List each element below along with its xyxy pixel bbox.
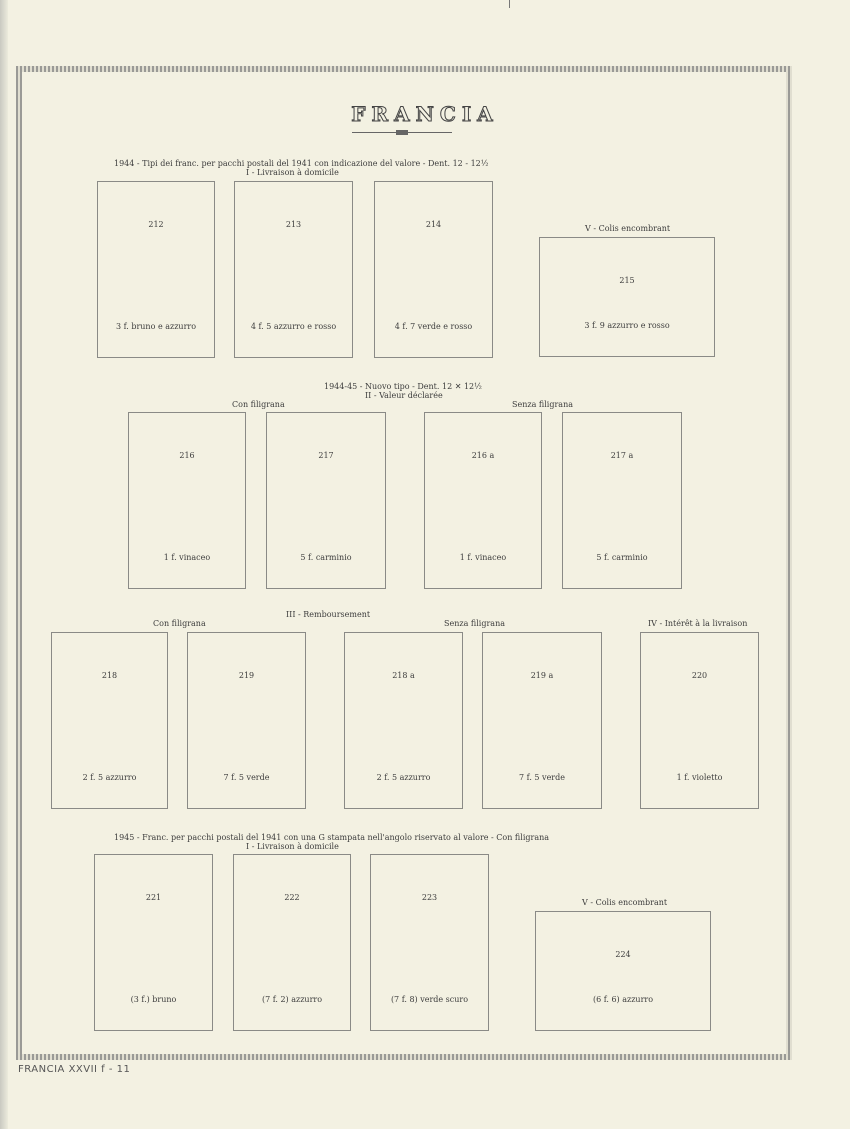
catalogue-number: 212 <box>148 220 164 229</box>
stamp-description: 2 f. 5 azzurro <box>376 773 431 782</box>
stamp-space <box>234 181 353 358</box>
section1-heading: 1944 - Tipi dei franc. per pacchi postali del 1941 con indicazione del valore - Dent. 12 - 12½ <box>114 159 489 168</box>
stamp-description: 1 f. violetto <box>676 773 723 782</box>
section1-subheading: I - Livraison à domicile <box>246 168 339 177</box>
stamp-description: 5 f. carminio <box>300 553 352 562</box>
stamp-space <box>128 412 246 589</box>
catalogue-number: 220 <box>691 671 708 680</box>
stamp-space <box>344 632 463 809</box>
catalogue-number: 217 a <box>610 451 634 460</box>
catalogue-number: 223 <box>421 893 438 902</box>
catalogue-number: 217 <box>318 451 334 460</box>
label-interet-livraison: IV - Intérêt à la livraison <box>648 619 748 628</box>
page-footer: FRANCIA XXVII f - 11 <box>18 1064 131 1075</box>
catalogue-number: 219 <box>238 671 255 680</box>
catalogue-number: 222 <box>284 893 300 902</box>
catalogue-number: 213 <box>285 220 302 229</box>
stamp-description: 1 f. vinaceo <box>459 553 507 562</box>
label-senza-filigrana: Senza filigrana <box>512 400 573 409</box>
page-title: FRANCIA <box>351 102 499 126</box>
stamp-description: 1 f. vinaceo <box>163 553 211 562</box>
catalogue-number: 214 <box>425 220 442 229</box>
section2-subheading: II - Valeur déclarée <box>365 391 443 400</box>
catalogue-number: 221 <box>145 893 162 902</box>
stamp-description: 2 f. 5 azzurro <box>82 773 137 782</box>
stamp-space <box>51 632 168 809</box>
catalogue-number: 216 <box>179 451 195 460</box>
stamp-description: (7 f. 2) azzurro <box>261 995 323 1004</box>
catalogue-number: 219 a <box>530 671 554 680</box>
stamp-description: 7 f. 5 verde <box>519 773 565 782</box>
section4-heading: 1945 - Franc. per pacchi postali del 1941 con una G stampata nell'angolo riservato al valore - Con filigrana <box>114 833 550 842</box>
catalogue-number: 218 <box>101 671 118 680</box>
section3-heading: III - Remboursement <box>286 610 371 619</box>
section2-heading: 1944-45 - Nuovo tipo - Dent. 12 ✕ 12½ <box>324 382 482 391</box>
section4-group-label: V - Colis encombrant <box>582 898 668 907</box>
label-con-filigrana: Con filigrana <box>232 400 285 409</box>
stamp-space <box>482 632 602 809</box>
catalogue-number: 216 a <box>471 451 495 460</box>
stamp-space <box>266 412 386 589</box>
stamp-description: 7 f. 5 verde <box>223 773 270 782</box>
stamp-space <box>374 181 493 358</box>
stamp-description: 5 f. carminio <box>596 553 648 562</box>
catalogue-number: 218 a <box>392 671 415 680</box>
stamp-description: 4 f. 5 azzurro e rosso <box>250 322 337 331</box>
page-edge-shadow <box>0 0 8 1129</box>
stamp-description: 3 f. 9 azzurro e rosso <box>584 321 670 330</box>
stamp-space <box>424 412 542 589</box>
stamp-space <box>535 911 711 1031</box>
stamp-space <box>187 632 306 809</box>
title-ornament <box>352 131 452 135</box>
catalogue-number: 215 <box>619 276 635 285</box>
label-senza-filigrana: Senza filigrana <box>444 619 505 628</box>
stamp-space <box>640 632 759 809</box>
catalogue-number: 224 <box>615 950 631 959</box>
stamp-space <box>97 181 215 358</box>
section4-subheading: I - Livraison à domicile <box>246 842 339 851</box>
stamp-description: 3 f. bruno e azzurro <box>115 322 197 331</box>
stamp-description: (3 f.) bruno <box>130 995 177 1004</box>
pencil-mark <box>509 0 510 8</box>
stamp-space <box>94 854 213 1031</box>
stamp-description: (7 f. 8) verde scuro <box>390 995 469 1004</box>
stamp-space <box>370 854 489 1031</box>
section1-group-label: V - Colis encombrant <box>585 224 671 233</box>
stamp-space <box>233 854 351 1031</box>
label-con-filigrana: Con filigrana <box>153 619 206 628</box>
stamp-description: (6 f. 6) azzurro <box>592 995 654 1004</box>
stamp-space <box>539 237 715 357</box>
stamp-space <box>562 412 682 589</box>
stamp-description: 4 f. 7 verde e rosso <box>394 322 473 331</box>
